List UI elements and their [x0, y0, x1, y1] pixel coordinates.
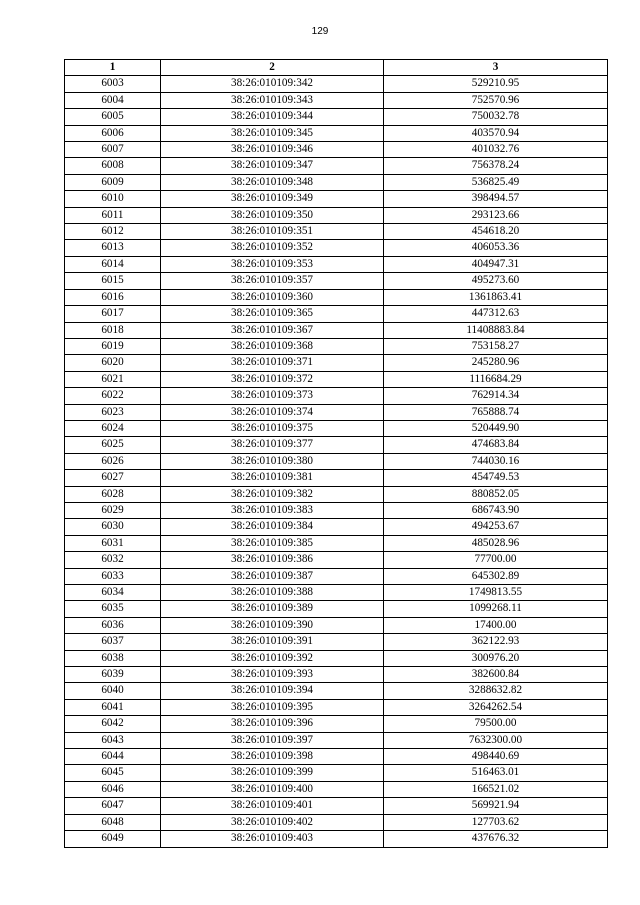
value-cell: 686743.90 — [384, 502, 608, 518]
row-number-cell: 6012 — [65, 224, 161, 240]
table-row — [65, 355, 608, 371]
row-number-cell: 6021 — [65, 371, 161, 387]
data-table — [64, 59, 608, 848]
row-number-cell: 6034 — [65, 585, 161, 601]
cadastral-number-cell: 38:26:010109:385 — [161, 535, 384, 551]
table-row — [65, 552, 608, 568]
value-cell: 454749.53 — [384, 470, 608, 486]
cadastral-number-cell: 38:26:010109:374 — [161, 404, 384, 420]
table-row — [65, 716, 608, 732]
table-row — [65, 289, 608, 305]
value-cell: 498440.69 — [384, 749, 608, 765]
cadastral-number-cell: 38:26:010109:377 — [161, 437, 384, 453]
table-row — [65, 617, 608, 633]
row-number-cell: 6020 — [65, 355, 161, 371]
table-row — [65, 306, 608, 322]
cadastral-number-cell: 38:26:010109:345 — [161, 125, 384, 141]
table-row — [65, 781, 608, 797]
row-number-cell: 6035 — [65, 601, 161, 617]
column-header-1: 1 — [65, 60, 161, 76]
cadastral-number-cell: 38:26:010109:351 — [161, 224, 384, 240]
table-row — [65, 256, 608, 272]
value-cell: 382600.84 — [384, 667, 608, 683]
table-row — [65, 699, 608, 715]
cadastral-number-cell: 38:26:010109:390 — [161, 617, 384, 633]
cadastral-number-cell: 38:26:010109:403 — [161, 831, 384, 847]
row-number-cell: 6042 — [65, 716, 161, 732]
value-cell: 495273.60 — [384, 273, 608, 289]
table-row — [65, 601, 608, 617]
value-cell: 3264262.54 — [384, 699, 608, 715]
row-number-cell: 6008 — [65, 158, 161, 174]
page-number: 129 — [311, 26, 329, 37]
table-row — [65, 174, 608, 190]
value-cell: 753158.27 — [384, 338, 608, 354]
cadastral-number-cell: 38:26:010109:349 — [161, 191, 384, 207]
table-row — [65, 322, 608, 338]
row-number-cell: 6004 — [65, 92, 161, 108]
table-row — [65, 125, 608, 141]
cadastral-number-cell: 38:26:010109:384 — [161, 519, 384, 535]
row-number-cell: 6048 — [65, 814, 161, 830]
cadastral-number-cell: 38:26:010109:387 — [161, 568, 384, 584]
value-cell: 529210.95 — [384, 76, 608, 92]
table-row — [65, 224, 608, 240]
row-number-cell: 6026 — [65, 453, 161, 469]
value-cell: 401032.76 — [384, 142, 608, 158]
value-cell: 447312.63 — [384, 306, 608, 322]
row-number-cell: 6036 — [65, 617, 161, 633]
row-number-cell: 6038 — [65, 650, 161, 666]
cadastral-number-cell: 38:26:010109:401 — [161, 798, 384, 814]
value-cell: 516463.01 — [384, 765, 608, 781]
cadastral-number-cell: 38:26:010109:380 — [161, 453, 384, 469]
cadastral-number-cell: 38:26:010109:353 — [161, 256, 384, 272]
value-cell: 398494.57 — [384, 191, 608, 207]
cadastral-number-cell: 38:26:010109:348 — [161, 174, 384, 190]
value-cell: 494253.67 — [384, 519, 608, 535]
row-number-cell: 6005 — [65, 109, 161, 125]
value-cell: 454618.20 — [384, 224, 608, 240]
cadastral-number-cell: 38:26:010109:397 — [161, 732, 384, 748]
table-row — [65, 634, 608, 650]
table-row — [65, 453, 608, 469]
row-number-cell: 6031 — [65, 535, 161, 551]
value-cell: 17400.00 — [384, 617, 608, 633]
row-number-cell: 6028 — [65, 486, 161, 502]
cadastral-number-cell: 38:26:010109:371 — [161, 355, 384, 371]
row-number-cell: 6003 — [65, 76, 161, 92]
table-row — [65, 470, 608, 486]
row-number-cell: 6024 — [65, 420, 161, 436]
row-number-cell: 6044 — [65, 749, 161, 765]
value-cell: 79500.00 — [384, 716, 608, 732]
row-number-cell: 6032 — [65, 552, 161, 568]
value-cell: 536825.49 — [384, 174, 608, 190]
value-cell: 645302.89 — [384, 568, 608, 584]
value-cell: 880852.05 — [384, 486, 608, 502]
table-row — [65, 388, 608, 404]
table-row — [65, 207, 608, 223]
table-row — [65, 142, 608, 158]
cadastral-number-cell: 38:26:010109:375 — [161, 420, 384, 436]
value-cell: 245280.96 — [384, 355, 608, 371]
table-header — [65, 60, 608, 76]
column-header-3: 3 — [384, 60, 608, 76]
row-number-cell: 6025 — [65, 437, 161, 453]
table-row — [65, 667, 608, 683]
table-row — [65, 585, 608, 601]
value-cell: 404947.31 — [384, 256, 608, 272]
row-number-cell: 6016 — [65, 289, 161, 305]
cadastral-number-cell: 38:26:010109:389 — [161, 601, 384, 617]
cadastral-number-cell: 38:26:010109:381 — [161, 470, 384, 486]
value-cell: 406053.36 — [384, 240, 608, 256]
cadastral-number-cell: 38:26:010109:382 — [161, 486, 384, 502]
row-number-cell: 6043 — [65, 732, 161, 748]
table-row — [65, 519, 608, 535]
table-row — [65, 158, 608, 174]
value-cell: 11408883.84 — [384, 322, 608, 338]
row-number-cell: 6011 — [65, 207, 161, 223]
cadastral-number-cell: 38:26:010109:347 — [161, 158, 384, 174]
cadastral-number-cell: 38:26:010109:352 — [161, 240, 384, 256]
row-number-cell: 6015 — [65, 273, 161, 289]
table-row — [65, 338, 608, 354]
row-number-cell: 6010 — [65, 191, 161, 207]
value-cell: 166521.02 — [384, 781, 608, 797]
value-cell: 756378.24 — [384, 158, 608, 174]
cadastral-number-cell: 38:26:010109:367 — [161, 322, 384, 338]
cadastral-number-cell: 38:26:010109:400 — [161, 781, 384, 797]
row-number-cell: 6006 — [65, 125, 161, 141]
table-body — [65, 76, 608, 847]
table-row — [65, 191, 608, 207]
value-cell: 127703.62 — [384, 814, 608, 830]
row-number-cell: 6046 — [65, 781, 161, 797]
row-number-cell: 6030 — [65, 519, 161, 535]
table-row — [65, 420, 608, 436]
row-number-cell: 6017 — [65, 306, 161, 322]
table-row — [65, 502, 608, 518]
cadastral-number-cell: 38:26:010109:395 — [161, 699, 384, 715]
cadastral-number-cell: 38:26:010109:386 — [161, 552, 384, 568]
cadastral-number-cell: 38:26:010109:391 — [161, 634, 384, 650]
row-number-cell: 6049 — [65, 831, 161, 847]
cadastral-number-cell: 38:26:010109:399 — [161, 765, 384, 781]
row-number-cell: 6047 — [65, 798, 161, 814]
cadastral-number-cell: 38:26:010109:398 — [161, 749, 384, 765]
value-cell: 1749813.55 — [384, 585, 608, 601]
cadastral-number-cell: 38:26:010109:360 — [161, 289, 384, 305]
cadastral-number-cell: 38:26:010109:388 — [161, 585, 384, 601]
table-row — [65, 273, 608, 289]
table-row — [65, 371, 608, 387]
table-row — [65, 831, 608, 847]
row-number-cell: 6037 — [65, 634, 161, 650]
row-number-cell: 6029 — [65, 502, 161, 518]
row-number-cell: 6045 — [65, 765, 161, 781]
cadastral-number-cell: 38:26:010109:393 — [161, 667, 384, 683]
row-number-cell: 6039 — [65, 667, 161, 683]
header-row — [65, 60, 608, 76]
table-row — [65, 683, 608, 699]
row-number-cell: 6013 — [65, 240, 161, 256]
value-cell: 520449.90 — [384, 420, 608, 436]
value-cell: 437676.32 — [384, 831, 608, 847]
value-cell: 1361863.41 — [384, 289, 608, 305]
row-number-cell: 6040 — [65, 683, 161, 699]
cadastral-number-cell: 38:26:010109:368 — [161, 338, 384, 354]
cadastral-number-cell: 38:26:010109:346 — [161, 142, 384, 158]
row-number-cell: 6041 — [65, 699, 161, 715]
column-header-2: 2 — [161, 60, 384, 76]
row-number-cell: 6027 — [65, 470, 161, 486]
table-row — [65, 92, 608, 108]
table-row — [65, 568, 608, 584]
cadastral-number-cell: 38:26:010109:372 — [161, 371, 384, 387]
row-number-cell: 6023 — [65, 404, 161, 420]
value-cell: 744030.16 — [384, 453, 608, 469]
value-cell: 569921.94 — [384, 798, 608, 814]
value-cell: 1116684.29 — [384, 371, 608, 387]
table-row — [65, 437, 608, 453]
value-cell: 485028.96 — [384, 535, 608, 551]
cadastral-number-cell: 38:26:010109:383 — [161, 502, 384, 518]
cadastral-number-cell: 38:26:010109:365 — [161, 306, 384, 322]
cadastral-number-cell: 38:26:010109:373 — [161, 388, 384, 404]
cadastral-number-cell: 38:26:010109:350 — [161, 207, 384, 223]
value-cell: 403570.94 — [384, 125, 608, 141]
value-cell: 77700.00 — [384, 552, 608, 568]
value-cell: 362122.93 — [384, 634, 608, 650]
value-cell: 1099268.11 — [384, 601, 608, 617]
cadastral-number-cell: 38:26:010109:392 — [161, 650, 384, 666]
value-cell: 762914.34 — [384, 388, 608, 404]
cadastral-number-cell: 38:26:010109:402 — [161, 814, 384, 830]
value-cell: 7632300.00 — [384, 732, 608, 748]
value-cell: 765888.74 — [384, 404, 608, 420]
table-row — [65, 814, 608, 830]
value-cell: 300976.20 — [384, 650, 608, 666]
table-row — [65, 798, 608, 814]
value-cell: 3288632.82 — [384, 683, 608, 699]
table-row — [65, 650, 608, 666]
table-row — [65, 76, 608, 92]
value-cell: 474683.84 — [384, 437, 608, 453]
table-row — [65, 732, 608, 748]
value-cell: 750032.78 — [384, 109, 608, 125]
cadastral-number-cell: 38:26:010109:342 — [161, 76, 384, 92]
table-row — [65, 535, 608, 551]
cadastral-number-cell: 38:26:010109:357 — [161, 273, 384, 289]
value-cell: 752570.96 — [384, 92, 608, 108]
row-number-cell: 6018 — [65, 322, 161, 338]
row-number-cell: 6009 — [65, 174, 161, 190]
row-number-cell: 6019 — [65, 338, 161, 354]
row-number-cell: 6022 — [65, 388, 161, 404]
value-cell: 293123.66 — [384, 207, 608, 223]
cadastral-number-cell: 38:26:010109:343 — [161, 92, 384, 108]
table-row — [65, 240, 608, 256]
table-row — [65, 404, 608, 420]
table-row — [65, 765, 608, 781]
row-number-cell: 6007 — [65, 142, 161, 158]
cadastral-number-cell: 38:26:010109:396 — [161, 716, 384, 732]
table-row — [65, 486, 608, 502]
table-row — [65, 749, 608, 765]
row-number-cell: 6014 — [65, 256, 161, 272]
row-number-cell: 6033 — [65, 568, 161, 584]
cadastral-number-cell: 38:26:010109:344 — [161, 109, 384, 125]
cadastral-number-cell: 38:26:010109:394 — [161, 683, 384, 699]
table-row — [65, 109, 608, 125]
